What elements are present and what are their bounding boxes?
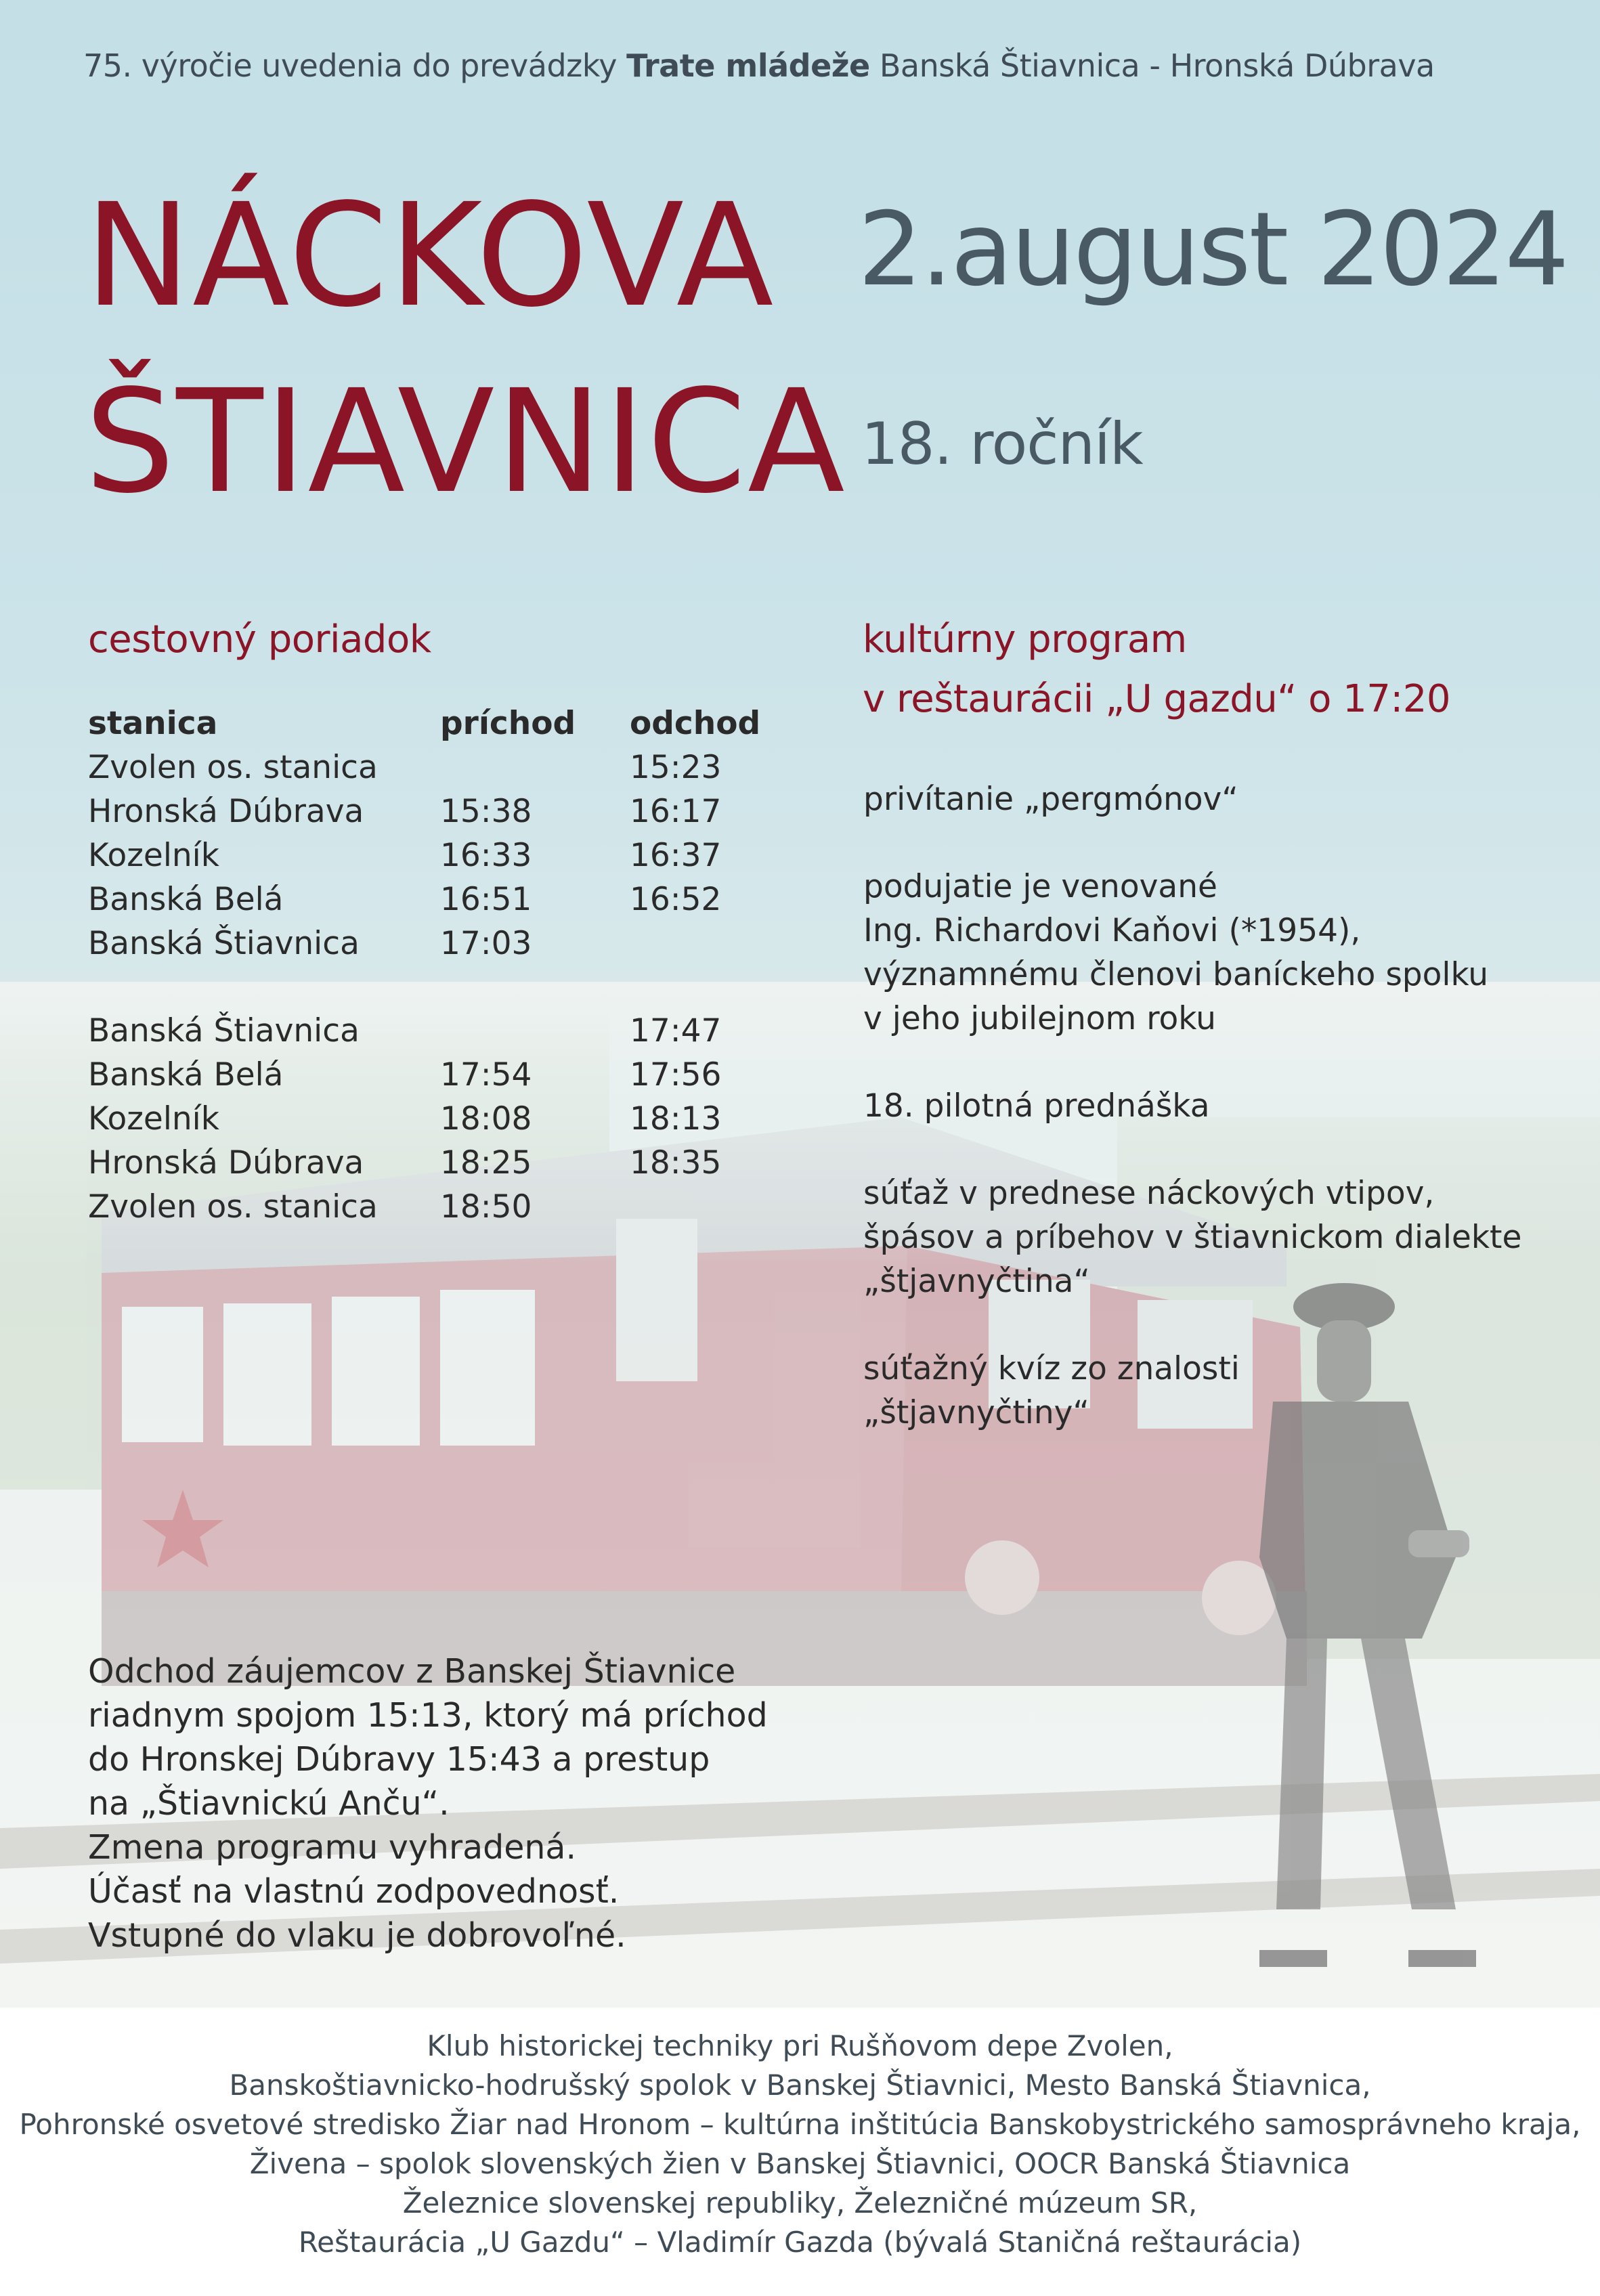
program-item — [863, 777, 1561, 821]
program-item-line: podujatie je venované — [863, 868, 1217, 905]
program-item-line: významnému členovi baníckeho spolku — [863, 956, 1489, 993]
cell-arrival: 15:38 — [440, 793, 532, 830]
cell-arrival: 18:08 — [440, 1100, 532, 1138]
cell-station: Kozelník — [88, 1100, 219, 1138]
program-item-line: Ing. Richardovi Kaňovi (*1954), — [863, 912, 1361, 949]
anniversary-line — [83, 47, 1435, 84]
notice-line: Účasť na vlastnú zodpovednosť. — [88, 1872, 620, 1911]
cell-departure: 17:56 — [630, 1056, 722, 1093]
footer-line: Reštaurácia „U Gazdu“ – Vladimír Gazda (bývalá Staničná reštaurácia) — [298, 2226, 1302, 2259]
program-item-line: 18. pilotná prednáška — [863, 1087, 1210, 1125]
footer-line: Banskoštiavnicko-hodrušský spolok v Banskej Štiavnici, Mesto Banská Štiavnica, — [229, 2068, 1371, 2102]
title-line-1: NÁCKOVA — [85, 173, 775, 339]
cell-departure — [630, 922, 760, 966]
cell-station: Kozelník — [88, 837, 219, 874]
cell-arrival: 17:54 — [440, 1056, 532, 1093]
cell-departure: 16:52 — [630, 881, 722, 918]
notice-line: riadnym spojom 15:13, ktorý má príchod — [88, 1696, 768, 1735]
program-list — [863, 777, 1561, 1478]
event-date: 2.august 2024 — [858, 191, 1567, 309]
timetable-row — [88, 1009, 760, 1053]
notice-line: Vstupné do vlaku je dobrovoľné. — [88, 1916, 626, 1955]
program-item — [863, 865, 1561, 1041]
notice-line: do Hronskej Dúbravy 15:43 a prestup — [88, 1740, 710, 1779]
event-title — [85, 163, 846, 535]
timetable-header-row — [88, 701, 760, 745]
schedule-heading: cestovný poriadok — [88, 618, 431, 662]
footer-line: Klub historickej techniky pri Rušňovom depe Zvolen, — [427, 2029, 1173, 2062]
program-item — [863, 1347, 1561, 1435]
cell-departure — [630, 1185, 760, 1229]
cell-station: Zvolen os. stanica — [88, 749, 378, 786]
timetable-row — [88, 833, 760, 878]
col-departure: odchod — [630, 705, 761, 742]
program-item-line: „štjavnyčtiny“ — [863, 1394, 1089, 1431]
cell-station: Banská Štiavnica — [88, 1012, 360, 1049]
col-arrival: príchod — [440, 705, 576, 742]
program-item — [863, 1171, 1561, 1303]
title-line-2: ŠTIAVNICA — [85, 359, 846, 525]
timetable-row — [88, 789, 760, 833]
cell-departure: 18:13 — [630, 1100, 722, 1138]
timetable-row — [88, 1185, 760, 1229]
program-item-line: súťažný kvíz zo znalosti — [863, 1350, 1240, 1387]
footer-line: Živena – spolok slovenských žien v Banskej Štiavnici, OOCR Banská Štiavnica — [249, 2147, 1351, 2180]
footer-line: Pohronské osvetové stredisko Žiar nad Hronom – kultúrna inštitúcia Banskobystrického samosprávneho kraja, — [19, 2108, 1581, 2141]
notice-block — [88, 1649, 768, 1957]
cell-departure: 16:37 — [630, 837, 722, 874]
cell-arrival: 16:51 — [440, 881, 532, 918]
timetable-row — [88, 1097, 760, 1141]
program-item-line: privítanie „pergmónov“ — [863, 781, 1238, 818]
program-subheading: v reštaurácii „U gazdu“ o 17:20 — [863, 677, 1451, 721]
cell-station: Hronská Dúbrava — [88, 1144, 364, 1182]
program-item — [863, 1084, 1561, 1128]
col-station: stanica — [88, 705, 218, 742]
notice-line: Odchod záujemcov z Banskej Štiavnice — [88, 1652, 736, 1691]
program-item-line: súťaž v prednese náckových vtipov, — [863, 1175, 1435, 1212]
timetable-row — [88, 878, 760, 922]
timetable-row — [88, 1053, 760, 1097]
cell-arrival: 18:25 — [440, 1144, 532, 1182]
timetable-row — [88, 1141, 760, 1185]
footer-line: Železnice slovenskej republiky, Železničné múzeum SR, — [402, 2186, 1198, 2219]
cell-station: Banská Belá — [88, 1056, 284, 1093]
cell-arrival — [440, 1009, 630, 1053]
cell-station: Banská Štiavnica — [88, 925, 360, 962]
program-heading: kultúrny program — [863, 618, 1187, 662]
cell-arrival: 18:50 — [440, 1188, 532, 1226]
cell-station: Zvolen os. stanica — [88, 1188, 378, 1226]
program-item-line: špásov a príbehov v štiavnickom dialekte — [863, 1219, 1522, 1256]
program-item-line: „štjavnyčtina“ — [863, 1263, 1090, 1300]
program-item-line: v jeho jubilejnom roku — [863, 1000, 1216, 1037]
timetable — [88, 701, 760, 1229]
cell-station: Banská Belá — [88, 881, 284, 918]
edition-label: 18. ročník — [861, 410, 1143, 478]
cell-departure: 15:23 — [630, 749, 722, 786]
cell-arrival: 16:33 — [440, 837, 532, 874]
anniversary-text: 75. výročie uvedenia do prevádzky — [83, 47, 627, 84]
notice-line: Zmena programu vyhradená. — [88, 1828, 577, 1867]
organizers-footer — [0, 2027, 1600, 2262]
cell-station: Hronská Dúbrava — [88, 793, 364, 830]
cell-arrival — [440, 745, 630, 789]
cell-departure: 16:17 — [630, 793, 722, 830]
notice-line: na „Štiavnickú Anču“. — [88, 1784, 450, 1823]
cell-departure: 17:47 — [630, 1012, 722, 1049]
timetable-row — [88, 922, 760, 966]
cell-departure: 18:35 — [630, 1144, 722, 1182]
timetable-row — [88, 745, 760, 789]
timetable-spacer — [88, 966, 760, 1009]
cell-arrival: 17:03 — [440, 925, 532, 962]
anniversary-bold: Trate mládeže — [626, 47, 870, 84]
anniversary-route: Banská Štiavnica - Hronská Dúbrava — [869, 47, 1435, 84]
